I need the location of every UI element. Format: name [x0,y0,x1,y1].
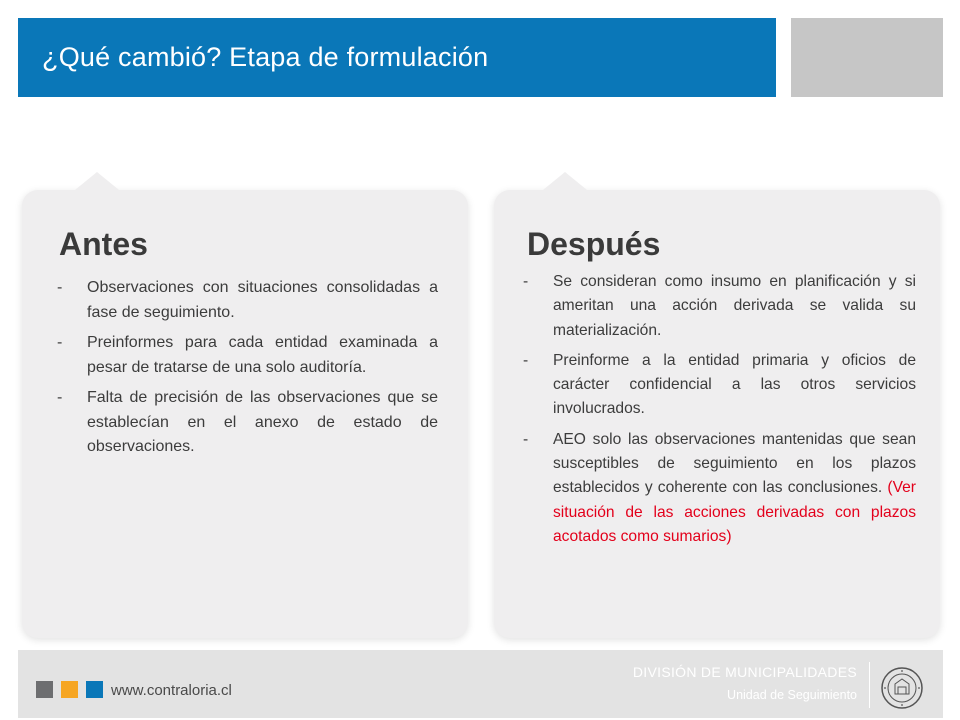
bullet-dash: - [523,273,529,290]
list-item [57,276,438,325]
list-item [57,386,438,460]
antes-list [57,276,438,466]
footer-divider [869,662,870,708]
card-notch [75,172,119,190]
card-notch [543,172,587,190]
despues-heading: Después [527,226,661,262]
despues-card [494,190,940,638]
gray-square-icon [36,681,53,698]
list-item [523,349,916,422]
blue-square-icon [86,681,103,698]
list-item-text: Observaciones con situaciones consolidadas a fase de seguimiento. [87,279,438,321]
orange-square-icon [61,681,78,698]
bullet-dash: - [57,279,63,296]
list-item-text: Se consideran como insumo en planificación y si ameritan una acción derivada se valida su materialización. [553,273,916,339]
bullet-dash: - [57,389,63,406]
bullet-dash: - [57,334,63,351]
list-item-text: Falta de precisión de las observaciones que se establecían en el anexo de estado de observaciones. [87,389,438,455]
despues-list [523,270,916,555]
division-label: DIVISIÓN DE MUNICIPALIDADES [632,664,857,680]
list-item [523,270,916,343]
website-link[interactable]: www.contraloria.cl [111,682,232,699]
bullet-dash: - [523,351,529,369]
unit-label: Unidad de Seguimiento [727,688,857,702]
list-item-text: AEO solo las observaciones mantenidas que sean susceptibles de seguimiento en los plazos establecidos y coherente con las conclusiones. [553,430,916,497]
list-item [523,428,916,549]
bullet-dash: - [523,430,529,448]
header-accent-block [791,18,943,97]
antes-heading: Antes [59,226,148,262]
antes-card [22,190,468,638]
seal-logo-icon [880,666,924,710]
list-item-text: Preinforme a la entidad primaria y oficios de carácter confidencial a las otros servicios involucrados. [553,351,916,418]
highlighted-note: (Ver situación de las acciones derivadas con plazos acotados como sumarios) [553,479,916,545]
list-item-text: Preinformes para cada entidad examinada a pesar de tratarse de una solo auditoría. [87,334,438,376]
list-item [57,331,438,380]
footer [18,650,943,718]
page-title: ¿Qué cambió? Etapa de formulación [42,42,489,72]
